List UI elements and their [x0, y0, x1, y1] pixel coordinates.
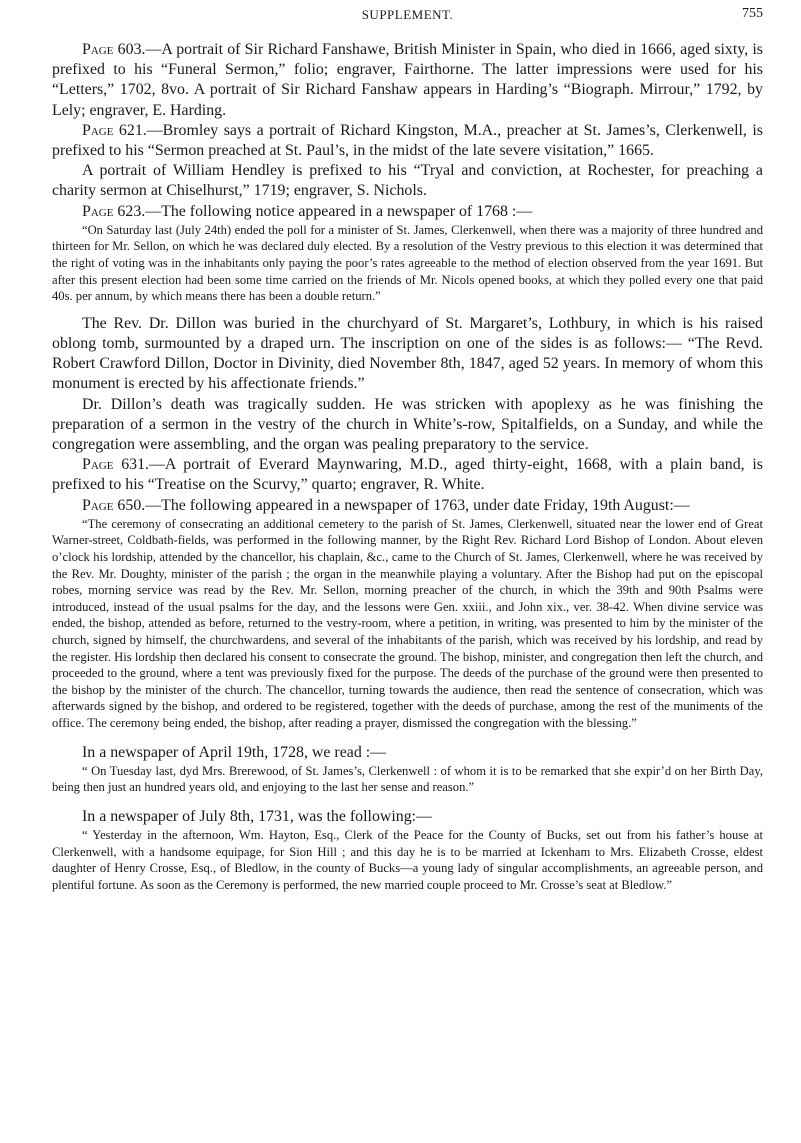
paragraph-text: A portrait of William Hendley is prefixed to his “Tryal and conviction, at Rochester, for preaching a charity sermon at Chiselhurst,” 1719; engraver, S. Nichols.: [52, 162, 763, 200]
paragraph-text: 631.—A portrait of Everard Maynwaring, M.D., aged thirty-eight, 1668, with a plain band, is prefixed to his “Treatise on the Scurvy,” quarto; engraver, R. White.: [52, 456, 763, 494]
paragraph-page-603: [52, 40, 763, 121]
paragraph-newspaper-1731: [52, 807, 763, 827]
paragraph-text: 603.—A portrait of Sir Richard Fanshawe, British Minister in Spain, who died in 1666, aged sixty, is prefixed to his “Funeral Sermon,” folio; engraver, Fairthorne. The latter impressions were used for his “Letters,” 1702, 8vo. A portrait of Sir Richard Fanshaw appears in Harding’s “Biograph. Mirrour,” 1792, by Lely; engraver, E. Harding.: [52, 41, 763, 119]
quotation-text: “ Yesterday in the afternoon, Wm. Hayton, Esq., Clerk of the Peace for the County of Bucks, set out from his father’s house at Clerkenwell, with a handsome equipage, for Sion Hill ; and this day he is to be married at Ickenham to Mrs. Elizabeth Crosse, eldest daughter of Henry Crosse, Esq., of Bledlow, in the county of Bucks—a young lady of singular accomplishments, an agreeable person, and plentiful fortune. As soon as the Ceremony is performed, the new married couple proceed to Mr. Crosse’s seat at Bledlow.”: [52, 828, 763, 892]
paragraph-text: 621.—Bromley says a portrait of Richard Kingston, M.A., preacher at St. James’s, Clerkenwell, is prefixed to his “Sermon preached at St. Paul’s, in the midst of the late severe visitation,” 1665.: [52, 121, 763, 160]
paragraph-text: 623.—The following notice appeared in a newspaper of 1768 :—: [113, 202, 533, 220]
quotation-newspaper-1731: [52, 827, 763, 893]
paragraph-dillon-death: [52, 395, 763, 456]
quotation-newspaper-1768: [52, 222, 763, 305]
paragraph-newspaper-1728: [52, 743, 763, 763]
paragraph-page-650: [52, 496, 763, 516]
paragraph-page-631: [52, 455, 763, 495]
page-number: 755: [742, 6, 763, 21]
paragraph-page-623: [52, 202, 763, 222]
paragraph-text: 650.—The following appeared in a newspaper of 1763, under date Friday, 19th August:—: [113, 496, 690, 514]
quotation-text: “The ceremony of consecrating an additional cemetery to the parish of St. James, Clerkenwell, situated near the lower end of Great Warner-street, Coldbath-fields, was performed in the following manner, by the Right Rev. Richard Lord Bishop of London. About eleven o’clock his lordship, attended by the chancellor, his chaplain, &c., came to the Church of St. James, Clerkenwell, where he was received by the Rev. Mr. Doughty, minister of the parish ; the organ in the meanwhile playing a voluntary. After the Bishop had put on the episcopal robes, morning service was read by the Rev. Mr. Sellon, morning preacher of the church, in which the 39th and 90th Psalms were introduced, instead of the usual psalms for the day, and the lessons were Gen. xxiii., and John xix., ver. 38-42. When divine service was ended, the bishop, attended as before, returned to the vestry-room, where a petition, in writing, was presented to him by the minister of the church, signed by himself, the churchwardens, and several of the inhabitants of the parish, which was received by his lordship, and read by the register. His lordship then declared his consent to consecrate the ground. The bishop, minister, and congregation then left the church, and proceeded to the ground, where a tent was previously fixed for the purpose. The deeds of the purchase of the ground were then presented to the bishop by the minister of the church. The chancellor, turning towards the audience, then read the sentence of consecration, which was afterwards signed by the bishop, and ordered to be registered, together with the deeds of purchase, among the rest of the muniments of the office. The ceremony being ended, the bishop, after reading a prayer, dismissed the congregation with the blessing.”: [52, 516, 763, 730]
page-ref-label: Page: [82, 121, 114, 139]
quotation-newspaper-1728: [52, 763, 763, 796]
paragraph-text: In a newspaper of July 8th, 1731, was the following:—: [82, 807, 432, 825]
page-body: [52, 40, 763, 894]
paragraph-hendley-portrait: [52, 161, 763, 201]
quotation-text: “ On Tuesday last, dyd Mrs. Brerewood, of St. James’s, Clerkenwell : of whom it is to be remarked that she expir’d on her Birth Day, being then just an hundred years old, and enjoying to the last her sense and reason.”: [52, 763, 763, 795]
running-title: SUPPLEMENT.: [361, 7, 454, 22]
page-ref-label: Page: [82, 41, 114, 58]
paragraph-page-621: [52, 121, 763, 161]
running-head: [52, 0, 763, 40]
paragraph-text: Dr. Dillon’s death was tragically sudden. He was stricken with apoplexy as he was finishing the preparation of a sermon in the vestry of the church in White’s-row, Spitalfields, on a Sunday, and while the congregation were assembling, and the organ was pealing preparatory to the service.: [52, 395, 763, 454]
paragraph-dillon-tomb: [52, 314, 763, 395]
page-ref-label: Page: [82, 456, 114, 474]
paragraph-text: The Rev. Dr. Dillon was buried in the churchyard of St. Margaret’s, Lothbury, in which is his raised oblong tomb, surmounted by a draped urn. The inscription on one of the sides is as follows:— “The Revd. Robert Crawford Dillon, Doctor in Divinity, died November 8th, 1847, aged 52 years. In memory of whom this monument is erected by his affectionate friends.”: [52, 314, 763, 393]
quotation-text: “On Saturday last (July 24th) ended the poll for a minister of St. James, Clerkenwell, when there was a majority of three hundred and thirteen for Mr. Sellon, on which he was declared duly elected. By a resolution of the Vestry previous to this election it was determined that the right of voting was in the inhabitants only paying the poor’s rates agreeable to the method of election observed from the year 1691. But after this present election had been some time carried on the friends of Mr. Nicols opened books, at which they polled every one that paid 40s. per annum, by which means there has been a double return.”: [52, 222, 763, 304]
page-ref-label: Page: [82, 496, 114, 514]
paragraph-text: In a newspaper of April 19th, 1728, we read :—: [82, 743, 387, 761]
quotation-newspaper-1763: [52, 516, 763, 732]
page-ref-label: Page: [82, 202, 114, 220]
